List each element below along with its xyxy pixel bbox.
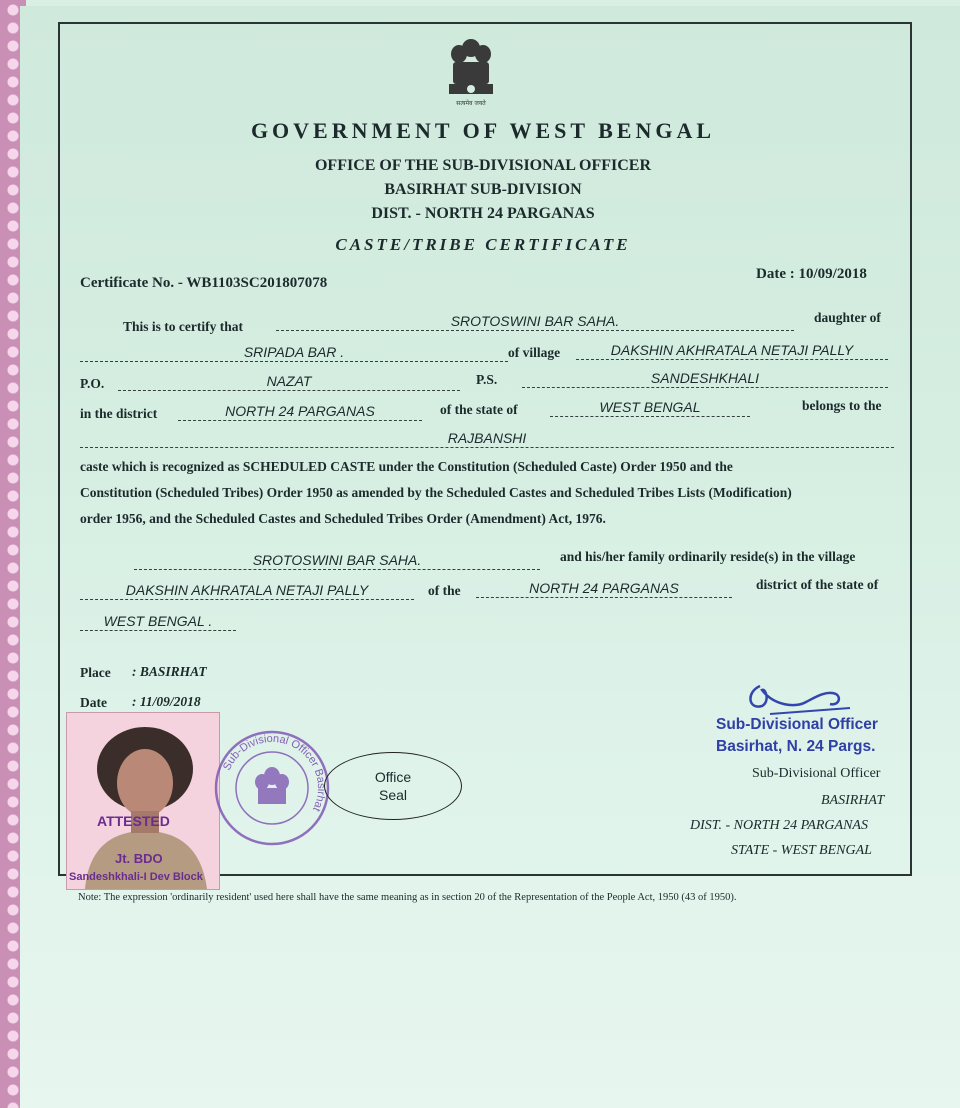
applicant-photo — [66, 712, 220, 890]
district-field: NORTH 24 PARGANAS — [178, 402, 422, 421]
belongs-to-label: belongs to the — [802, 398, 882, 413]
resident-name-field: SROTOSWINI BAR SAHA. — [134, 551, 540, 570]
resident-village-field: DAKSHIN AKHRATALA NETAJI PALLY — [80, 581, 414, 600]
government-heading: GOVERNMENT OF WEST BENGAL — [250, 118, 716, 143]
svg-text:Sub-Divisional Officer Basirha: Sub-Divisional Officer Basirhat — [221, 732, 328, 814]
state-emblem-icon — [443, 36, 499, 108]
office-seal-oval — [324, 752, 462, 820]
certificate-title: CASTE/TRIBE CERTIFICATE — [335, 235, 631, 254]
certify-label: This is to certify that — [123, 319, 243, 334]
resident-district-field: NORTH 24 PARGANAS — [476, 579, 732, 598]
district-label: in the district — [80, 406, 158, 421]
attested-stamp-text: ATTESTED — [97, 813, 170, 829]
district-of-state-label: district of the state of — [756, 577, 879, 592]
ps-label: P.S. — [476, 372, 498, 387]
svg-text:सत्यमेव जयते: सत्यमेव जयते — [456, 100, 486, 107]
daughter-of-label: daughter of — [814, 310, 881, 325]
certificate-date: Date : 10/09/2018 — [756, 266, 867, 282]
place-label: Place — [80, 665, 111, 680]
state-field: WEST BENGAL — [550, 398, 750, 417]
certificate-number: Certificate No. - WB1103SC201807078 — [80, 275, 328, 291]
officer-stamp-line1: Sub-Divisional Officer — [716, 716, 878, 733]
office-seal-line2: Seal — [378, 787, 408, 803]
officer-district: DIST. - NORTH 24 PARGANAS — [690, 818, 868, 833]
resident-state-field: WEST BENGAL . — [80, 612, 236, 631]
officer-place: BASIRHAT — [821, 793, 885, 808]
reside-label: and his/her family ordinarily reside(s) in the village — [560, 549, 856, 564]
place-value: : BASIRHAT — [132, 664, 207, 679]
body-line-3: order 1956, and the Scheduled Castes and Scheduled Tribes Order (Amendment) Act, 1976. — [80, 511, 606, 526]
district-heading: DIST. - NORTH 24 PARGANAS — [371, 205, 595, 222]
office-heading: OFFICE OF THE SUB-DIVISIONAL OFFICER — [314, 157, 652, 174]
office-round-stamp — [212, 728, 332, 848]
date-value: : 11/09/2018 — [132, 694, 201, 709]
name-field: SROTOSWINI BAR SAHA. — [276, 312, 794, 331]
date-label: Date — [80, 695, 107, 710]
caste-field: RAJBANSHI — [80, 429, 894, 448]
officer-title: Sub-Divisional Officer — [752, 766, 881, 781]
body-line-1: caste which is recognized as SCHEDULED CASTE under the Constitution (Scheduled Caste) Order 1950 and the — [80, 459, 733, 474]
po-label: P.O. — [80, 376, 105, 391]
office-seal-line1: Office — [374, 769, 412, 785]
village-field: DAKSHIN AKHRATALA NETAJI PALLY — [576, 341, 888, 360]
officer-stamp-line2: Basirhat, N. 24 Pargs. — [716, 738, 876, 755]
of-village-label: of village — [508, 345, 561, 360]
officer-state: STATE - WEST BENGAL — [731, 843, 872, 858]
po-field: NAZAT — [118, 372, 460, 391]
ps-field: SANDESHKHALI — [522, 369, 888, 388]
footnote: Note: The expression 'ordinarily resident' used here shall have the same meaning as in section 20 of the Representation of the People Act, 1950 (43 of 1950). — [78, 892, 737, 903]
subdivision-heading: BASIRHAT SUB-DIVISION — [384, 181, 582, 198]
body-line-2: Constitution (Scheduled Tribes) Order 1950 as amended by the Scheduled Castes and Scheduled Tribes Lists (Modification) — [80, 485, 792, 500]
attest-officer-text: Jt. BDO — [115, 851, 163, 866]
of-the-label: of the — [428, 583, 461, 598]
attest-place-text: Sandeshkhali-I Dev Block — [69, 871, 203, 883]
of-state-label: of the state of — [440, 402, 518, 417]
father-name-field: SRIPADA BAR . — [80, 343, 508, 362]
